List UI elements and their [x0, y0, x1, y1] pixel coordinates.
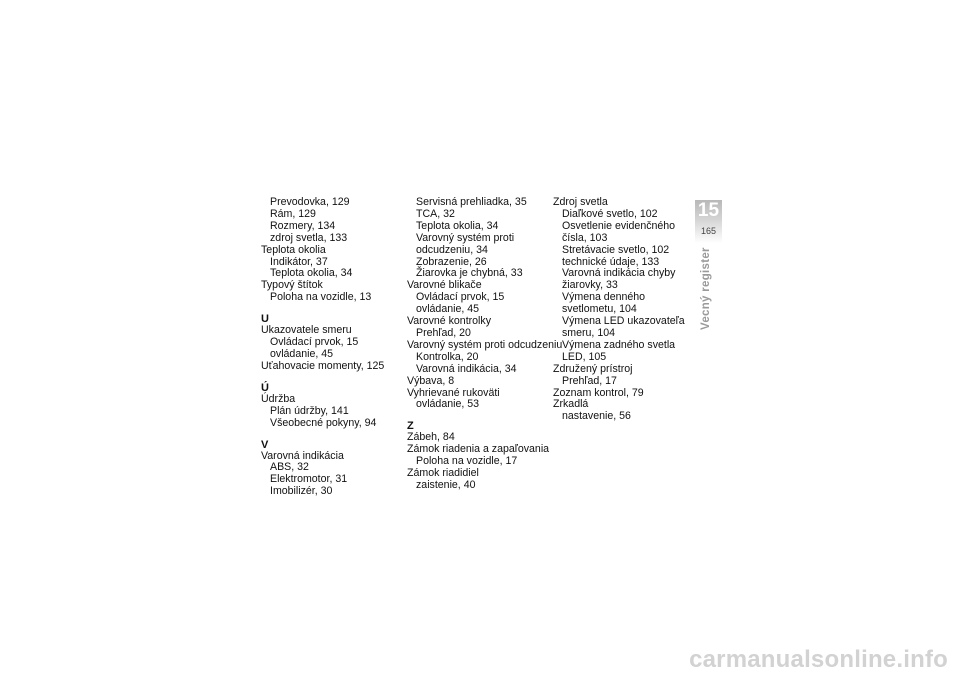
- index-subentry: Rám, 129: [270, 207, 316, 220]
- page-number: 165: [700, 226, 717, 236]
- index-entry: Zábeh, 84: [407, 431, 455, 444]
- index-subentry: LED, 105: [562, 350, 607, 363]
- index-subentry: Plán údržby, 141: [270, 404, 349, 417]
- index-subentry: ovládanie, 45: [270, 347, 334, 360]
- index-subentry: nastavenie, 56: [562, 410, 631, 423]
- index-column-2: [407, 197, 562, 492]
- index-subentry: Teplota okolia, 34: [270, 267, 353, 280]
- index-subentry: svetlometu, 104: [562, 303, 637, 316]
- index-subentry: TCA, 32: [416, 207, 455, 220]
- index-subentry: Elektromotor, 31: [270, 473, 348, 486]
- index-subentry: Poloha na vozidle, 17: [416, 455, 518, 468]
- index-subentry: Poloha na vozidle, 13: [270, 291, 372, 304]
- index-entry: Zámok riadenia a zapaľovania: [407, 443, 550, 456]
- index-entry: Združený prístroj: [553, 362, 633, 375]
- index-subentry: Diaľkové svetlo, 102: [562, 207, 658, 220]
- index-subentry: Imobilizér, 30: [270, 485, 333, 498]
- index-subentry: Ovládací prvok, 15: [270, 336, 359, 349]
- index-entry: Varovná indikácia: [261, 449, 344, 462]
- index-subentry: smeru, 104: [562, 326, 615, 339]
- index-subentry: Stretávacie svetlo, 102: [562, 243, 670, 256]
- index-subentry: zaistenie, 40: [416, 478, 476, 491]
- index-subentry: Varovná indikácia chyby: [562, 267, 676, 280]
- index-subentry: Teplota okolia, 34: [416, 219, 499, 232]
- index-subentry: Výmena denného: [562, 291, 646, 304]
- index-subentry: odcudzeniu, 34: [416, 243, 488, 256]
- index-subentry: Servisná prehliadka, 35: [416, 196, 527, 208]
- index-subentry: Rozmery, 134: [270, 219, 336, 232]
- index-subentry: Všeobecné pokyny, 94: [270, 416, 377, 429]
- index-entry: Zrkadlá: [553, 398, 589, 411]
- index-entry: Výbava, 8: [407, 374, 455, 387]
- index-entry: Zoznam kontrol, 79: [553, 386, 644, 399]
- chapter-tab: [695, 200, 722, 243]
- chapter-number: 15: [697, 200, 720, 221]
- index-subentry: Kontrolka, 20: [416, 350, 479, 363]
- index-entry: Ukazovatele smeru: [261, 324, 352, 337]
- index-entry: Zámok riadidiel: [407, 467, 479, 480]
- index-subentry: Varovná indikácia, 34: [416, 362, 517, 375]
- index-entry: Varovný systém proti odcudzeniu: [407, 338, 563, 351]
- index-subentry: Prehľad, 17: [562, 374, 617, 387]
- index-subentry: Varovný systém proti: [416, 231, 515, 244]
- index-subentry: ABS, 32: [270, 461, 309, 474]
- index-entry: Zdroj svetla: [553, 196, 608, 208]
- index-letter-heading: Z: [407, 420, 414, 433]
- index-entry: Vyhrievané rukoväti: [407, 386, 500, 399]
- index-letter-heading: V: [261, 438, 269, 451]
- watermark-text: carmanualsonline.info: [689, 646, 948, 673]
- index-letter-heading: U: [261, 313, 269, 326]
- index-subentry: Indikátor, 37: [270, 255, 328, 268]
- section-side-title: Vecný register: [700, 247, 712, 330]
- index-letter-heading: Ú: [261, 381, 269, 394]
- index-entry: Teplota okolia: [261, 243, 326, 256]
- index-subentry: Zobrazenie, 26: [416, 255, 487, 268]
- index-subentry: Ovládací prvok, 15: [416, 291, 505, 304]
- index-entry: Varovné blikače: [407, 279, 482, 292]
- index-subentry: ovládanie, 53: [416, 398, 480, 411]
- index-subentry: Výmena zadného svetla: [562, 338, 676, 351]
- index-entry: Typový štítok: [261, 279, 323, 292]
- index-column-1: [261, 197, 384, 498]
- index-subentry: žiarovky, 33: [562, 279, 618, 292]
- index-entry: Údržba: [261, 392, 296, 405]
- index-column-3: [553, 197, 685, 423]
- index-subentry: Prevodovka, 129: [270, 196, 350, 208]
- index-subentry: zdroj svetla, 133: [270, 231, 348, 244]
- index-subentry: ovládanie, 45: [416, 303, 480, 316]
- index-subentry: čísla, 103: [562, 231, 608, 244]
- index-subentry: technické údaje, 133: [562, 255, 660, 268]
- index-entry: Varovné kontrolky: [407, 315, 492, 328]
- index-subentry: Žiarovka je chybná, 33: [416, 267, 523, 280]
- index-entry: Uťahovacie momenty, 125: [261, 359, 385, 372]
- index-subentry: Prehľad, 20: [416, 326, 471, 339]
- index-subentry: Osvetlenie evidenčného: [562, 219, 676, 232]
- index-subentry: Výmena LED ukazovateľa: [562, 315, 685, 328]
